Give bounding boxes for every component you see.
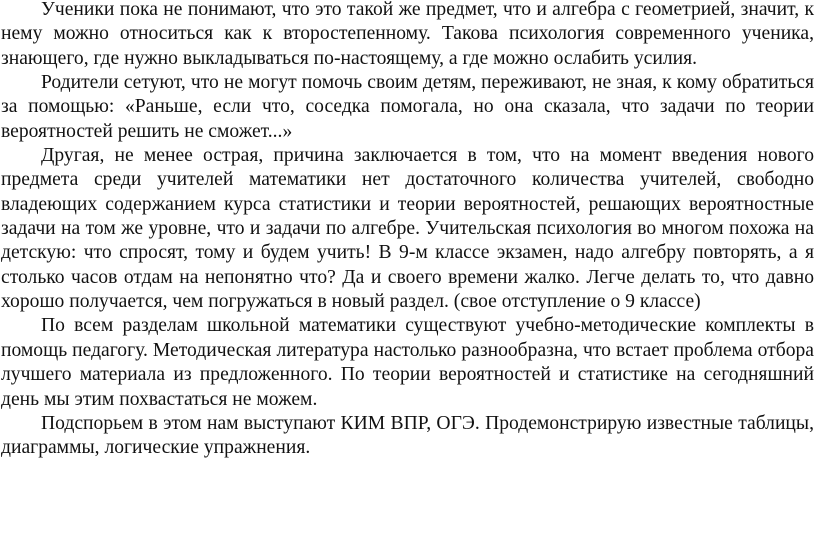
paragraph-methodical-materials: По всем разделам школьной математики существуют учебно-методические комплекты в помощь педагогу. Методическая литература настолько разнообразна, что встает проблема отбора лучшего материала из предложенного. По теории вероятностей и статистике на сегодняшний день мы этим похвастаться не можем. <box>1 315 814 410</box>
paragraph-teacher-shortage: Другая, не менее острая, причина заключается в том, что на момент введения нового предмета среди учителей математики нет достаточного количества учителей, свободно владеющих содержанием курса статистики и теории вероятностей, решающих вероятностные задачи на том же уровне, что и задачи по алгебре. Учительская психология во многом похожа на детскую: что спросят, тому и будем учить! В 9-м классе экзамен, надо алгебру повторять, а я столько часов отдам на непонятно что? Да и своего времени жалко. Легче делать то, что давно хорошо получается, чем погружаться в новый раздел. (свое отступление о 9 классе) <box>1 145 814 313</box>
paragraph-parents-complaints: Родители сетуют, что не могут помочь своим детям, переживают, не зная, к кому обратиться за помощью: «Раньше, если что, соседка помогала, но она сказала, что задачи по теории вероятностей решить не сможет...» <box>1 72 814 142</box>
paragraph-students-perception: Ученики пока не понимают, что это такой же предмет, что и алгебра с геометрией, значит, к нему можно относиться как к второстепенному. Такова психология современного ученика, знающего, где нужно выкладываться по-настоящему, а где можно ослабить усилия. <box>1 0 814 69</box>
paragraph-support-materials: Подспорьем в этом нам выступают КИМ ВПР, ОГЭ. Продемонстрирую известные таблицы, диаграммы, логические упражнения. <box>1 412 814 459</box>
